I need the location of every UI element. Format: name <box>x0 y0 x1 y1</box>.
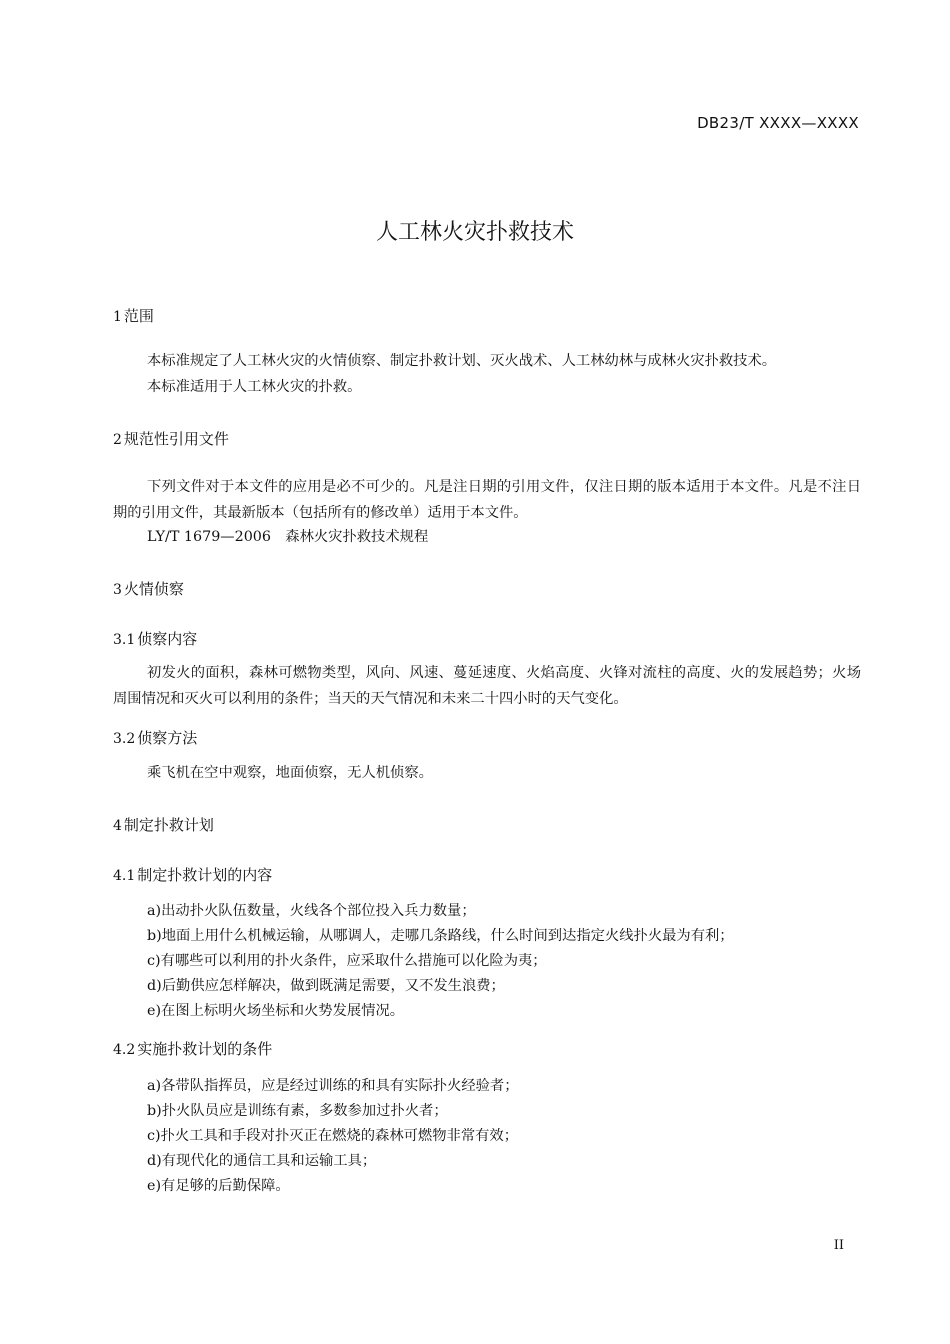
section-3-heading <box>113 578 184 599</box>
section-1-heading <box>113 305 154 326</box>
section-title: 制定扑救计划的内容 <box>137 866 273 884</box>
section-1-paragraph-1: 本标准规定了人工林火灾的火情侦察、制定扑救计划、灭火战术、人工林幼林与成林火灾扑救技术。 <box>147 353 777 369</box>
section-number: 1 <box>113 309 122 325</box>
section-title: 火情侦察 <box>123 580 184 598</box>
section-1-paragraph-2: 本标准适用于人工林火灾的扑救。 <box>147 379 362 395</box>
list-item: a)出动扑火队伍数量，火线各个部位投入兵力数量； <box>147 903 476 919</box>
section-title: 侦察内容 <box>137 630 198 648</box>
section-4-heading <box>113 814 214 835</box>
list-item: b)地面上用什么机械运输，从哪调人，走哪几条路线，什么时间到达指定火线扑火最为有利； <box>147 928 734 944</box>
section-number: 3.2 <box>113 731 136 747</box>
document-title: 人工林火灾扑救技术 <box>375 220 574 245</box>
document-code: DB23/T XXXX—XXXX <box>697 114 859 132</box>
section-2-paragraph-1: 下列文件对于本文件的应用是必不可少的。凡是注日期的引用文件，仅注日期的版本适用于本文件。凡是不注日期的引用文件，其最新版本（包括所有的修改单）适用于本文件。 <box>113 479 861 521</box>
section-number: 4.2 <box>113 1042 136 1058</box>
section-title: 侦察方法 <box>137 729 198 747</box>
list-item: b)扑火队员应是训练有素，多数参加过扑火者； <box>147 1103 448 1119</box>
section-4-2-heading <box>113 1038 272 1059</box>
section-3-2-heading <box>113 727 197 748</box>
list-item: c)有哪些可以利用的扑火条件，应采取什么措施可以化险为夷； <box>147 953 547 969</box>
list-item: c)扑火工具和手段对扑灭正在燃烧的森林可燃物非常有效； <box>147 1128 519 1144</box>
section-2-heading <box>113 428 229 449</box>
list-item: e)在图上标明火场坐标和火势发展情况。 <box>147 1003 405 1019</box>
section-title: 制定扑救计划 <box>123 816 214 834</box>
list-item: a)各带队指挥员，应是经过训练的和具有实际扑火经验者； <box>147 1078 519 1094</box>
page-number: II <box>833 1238 844 1253</box>
section-number: 3.1 <box>113 632 136 648</box>
list-item: d)有现代化的通信工具和运输工具； <box>147 1153 377 1169</box>
section-3-1-paragraph: 初发火的面积，森林可燃物类型，风向、风速、蔓延速度、火焰高度、火锋对流柱的高度、火的发展趋势；火场周围情况和灭火可以利用的条件；当天的天气情况和未来二十四小时的天气变化。 <box>113 665 861 707</box>
section-number: 4.1 <box>113 868 136 884</box>
list-item: e)有足够的后勤保障。 <box>147 1178 290 1194</box>
section-number: 2 <box>113 432 122 448</box>
normative-reference: LY/T 1679—2006 森林火灾扑救技术规程 <box>147 529 429 545</box>
section-4-1-heading <box>113 864 272 885</box>
list-item: d)后勤供应怎样解决，做到既满足需要，又不发生浪费； <box>147 978 505 994</box>
section-3-1-heading <box>113 628 197 649</box>
section-title: 规范性引用文件 <box>123 430 229 448</box>
section-number: 4 <box>113 818 122 834</box>
section-title: 范围 <box>123 307 154 325</box>
section-3-2-paragraph: 乘飞机在空中观察，地面侦察，无人机侦察。 <box>147 765 433 781</box>
section-title: 实施扑救计划的条件 <box>137 1040 273 1058</box>
section-number: 3 <box>113 582 122 598</box>
